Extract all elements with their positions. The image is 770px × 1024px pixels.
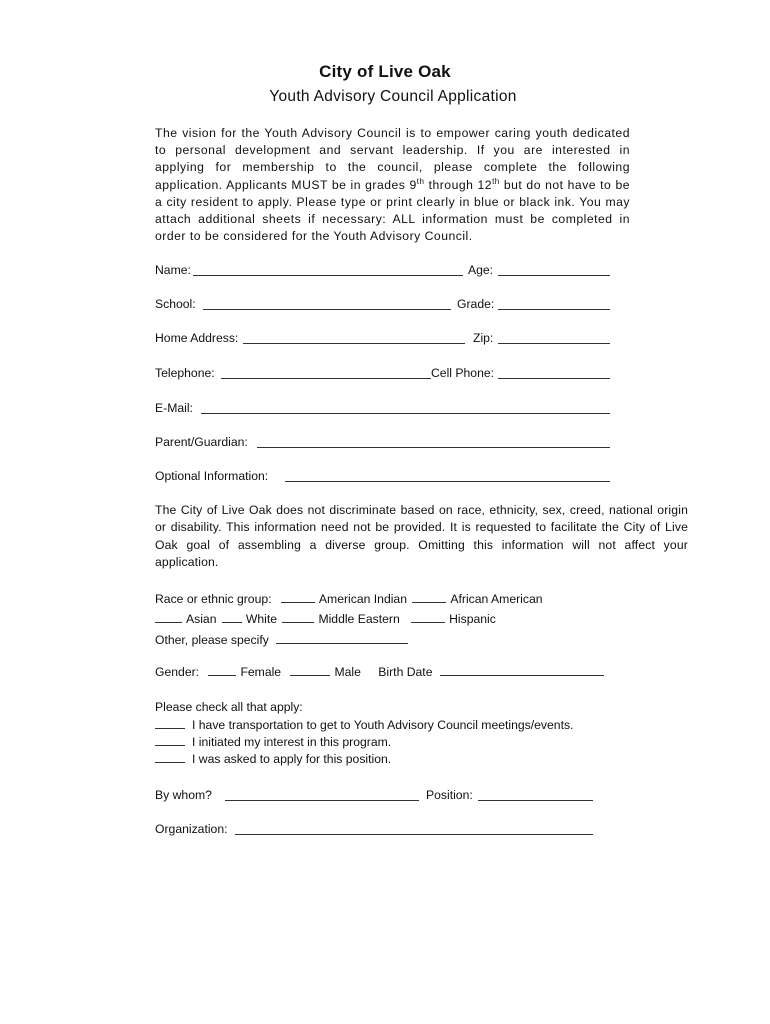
middle-eastern-label: Middle Eastern: [318, 612, 400, 626]
name-field[interactable]: [193, 275, 463, 276]
optional-info-row: [155, 467, 615, 485]
transportation-checkbox[interactable]: [155, 716, 185, 729]
checklist-item-label: I initiated my interest in this program.: [192, 735, 392, 749]
telephone-label: Telephone:: [155, 366, 215, 380]
race-other-row: [155, 631, 575, 649]
checklist-item: [155, 716, 573, 734]
parent-guardian-label: Parent/Guardian:: [155, 435, 248, 449]
by-whom-field[interactable]: [225, 800, 419, 801]
grade-field[interactable]: [498, 309, 610, 310]
position-field[interactable]: [478, 800, 593, 801]
american-indian-label: American Indian: [318, 592, 407, 606]
name-age-row: [155, 261, 615, 279]
african-american-checkbox[interactable]: [412, 590, 446, 603]
asian-label: Asian: [186, 612, 217, 626]
name-label: Name:: [155, 263, 191, 277]
zip-field[interactable]: [498, 343, 610, 344]
race-row-1: [155, 590, 575, 608]
middle-eastern-checkbox[interactable]: [282, 610, 314, 623]
email-row: [155, 399, 615, 417]
birth-date-field[interactable]: [440, 663, 604, 676]
white-checkbox[interactable]: [222, 610, 242, 623]
intro-paragraph: [155, 125, 630, 245]
organization-row: [155, 820, 615, 838]
gender-label: Gender:: [155, 665, 200, 679]
parent-guardian-row: [155, 433, 615, 451]
school-grade-row: [155, 295, 615, 313]
email-label: E-Mail:: [155, 401, 193, 415]
race-other-field[interactable]: [276, 631, 408, 644]
intro-superscript-9th: th: [416, 176, 425, 186]
hispanic-checkbox[interactable]: [411, 610, 445, 623]
cell-phone-field[interactable]: [498, 378, 610, 379]
form-title: City of Live Oak: [319, 62, 451, 81]
checklist-item: [155, 750, 391, 768]
zip-label: Zip:: [473, 331, 494, 345]
male-checkbox[interactable]: [290, 663, 330, 676]
initiated-interest-checkbox[interactable]: [155, 733, 185, 746]
parent-guardian-field[interactable]: [257, 447, 610, 448]
optional-info-field[interactable]: [285, 481, 610, 482]
checklist-item: [155, 733, 391, 751]
asked-to-apply-checkbox[interactable]: [155, 750, 185, 763]
school-label: School:: [155, 297, 196, 311]
school-field[interactable]: [203, 309, 451, 310]
email-field[interactable]: [201, 413, 610, 414]
asian-checkbox[interactable]: [155, 610, 182, 623]
intro-text-part1: The vision for the Youth Advisory Council is to empower caring youth dedicated to personal development and servant leadership. If you are interested in applying for membership to the council, please complete the following application. Applicants MUST be in grades 9: [155, 126, 630, 192]
checklist-item-label: I was asked to apply for this position.: [192, 752, 392, 766]
race-label: Race or ethnic group:: [155, 592, 272, 606]
checklist-heading: Please check all that apply:: [155, 700, 303, 714]
organization-field[interactable]: [235, 834, 593, 835]
hispanic-label: Hispanic: [449, 612, 496, 626]
grade-label: Grade:: [457, 297, 495, 311]
age-field[interactable]: [498, 275, 610, 276]
female-checkbox[interactable]: [208, 663, 236, 676]
cell-phone-label: Cell Phone:: [431, 366, 495, 380]
address-zip-row: [155, 329, 615, 347]
optional-info-label: Optional Information:: [155, 469, 269, 483]
phone-row: [155, 364, 615, 382]
gender-row: [155, 663, 615, 681]
position-label: Position:: [426, 788, 473, 802]
by-whom-label: By whom?: [155, 788, 212, 802]
american-indian-checkbox[interactable]: [281, 590, 315, 603]
birth-date-label: Birth Date: [378, 665, 433, 679]
organization-label: Organization:: [155, 822, 228, 836]
referral-row: [155, 786, 615, 804]
intro-text-part2: through 12: [424, 177, 493, 192]
race-other-label: Other, please specify: [155, 633, 269, 647]
checklist-item-label: I have transportation to get to Youth Advisory Council meetings/events.: [192, 718, 574, 732]
intro-superscript-12th: th: [492, 176, 500, 186]
white-label: White: [245, 612, 278, 626]
telephone-field[interactable]: [221, 378, 431, 379]
intro-text-part3: but do not have to be a city resident to apply. Please type or print clearly in blue or black ink. You may attach additional sheets if necessary: ALL information must be completed in order to be considered for the Youth Advisory Council.: [155, 177, 631, 244]
male-label: Male: [334, 665, 361, 679]
african-american-label: African American: [450, 592, 543, 606]
disclaimer-paragraph: The City of Live Oak does not discriminate based on race, ethnicity, sex, creed, national origin or disability. This information need not be provided. It is requested to facilitate the City of Live Oak goal of assembling a diverse group. Omitting this information will not affect your application.: [155, 503, 688, 569]
age-label: Age:: [468, 263, 494, 277]
home-address-field[interactable]: [243, 343, 465, 344]
home-address-label: Home Address:: [155, 331, 239, 345]
female-label: Female: [240, 665, 282, 679]
race-row-2: [155, 610, 575, 628]
form-subtitle: Youth Advisory Council Application: [269, 88, 517, 105]
